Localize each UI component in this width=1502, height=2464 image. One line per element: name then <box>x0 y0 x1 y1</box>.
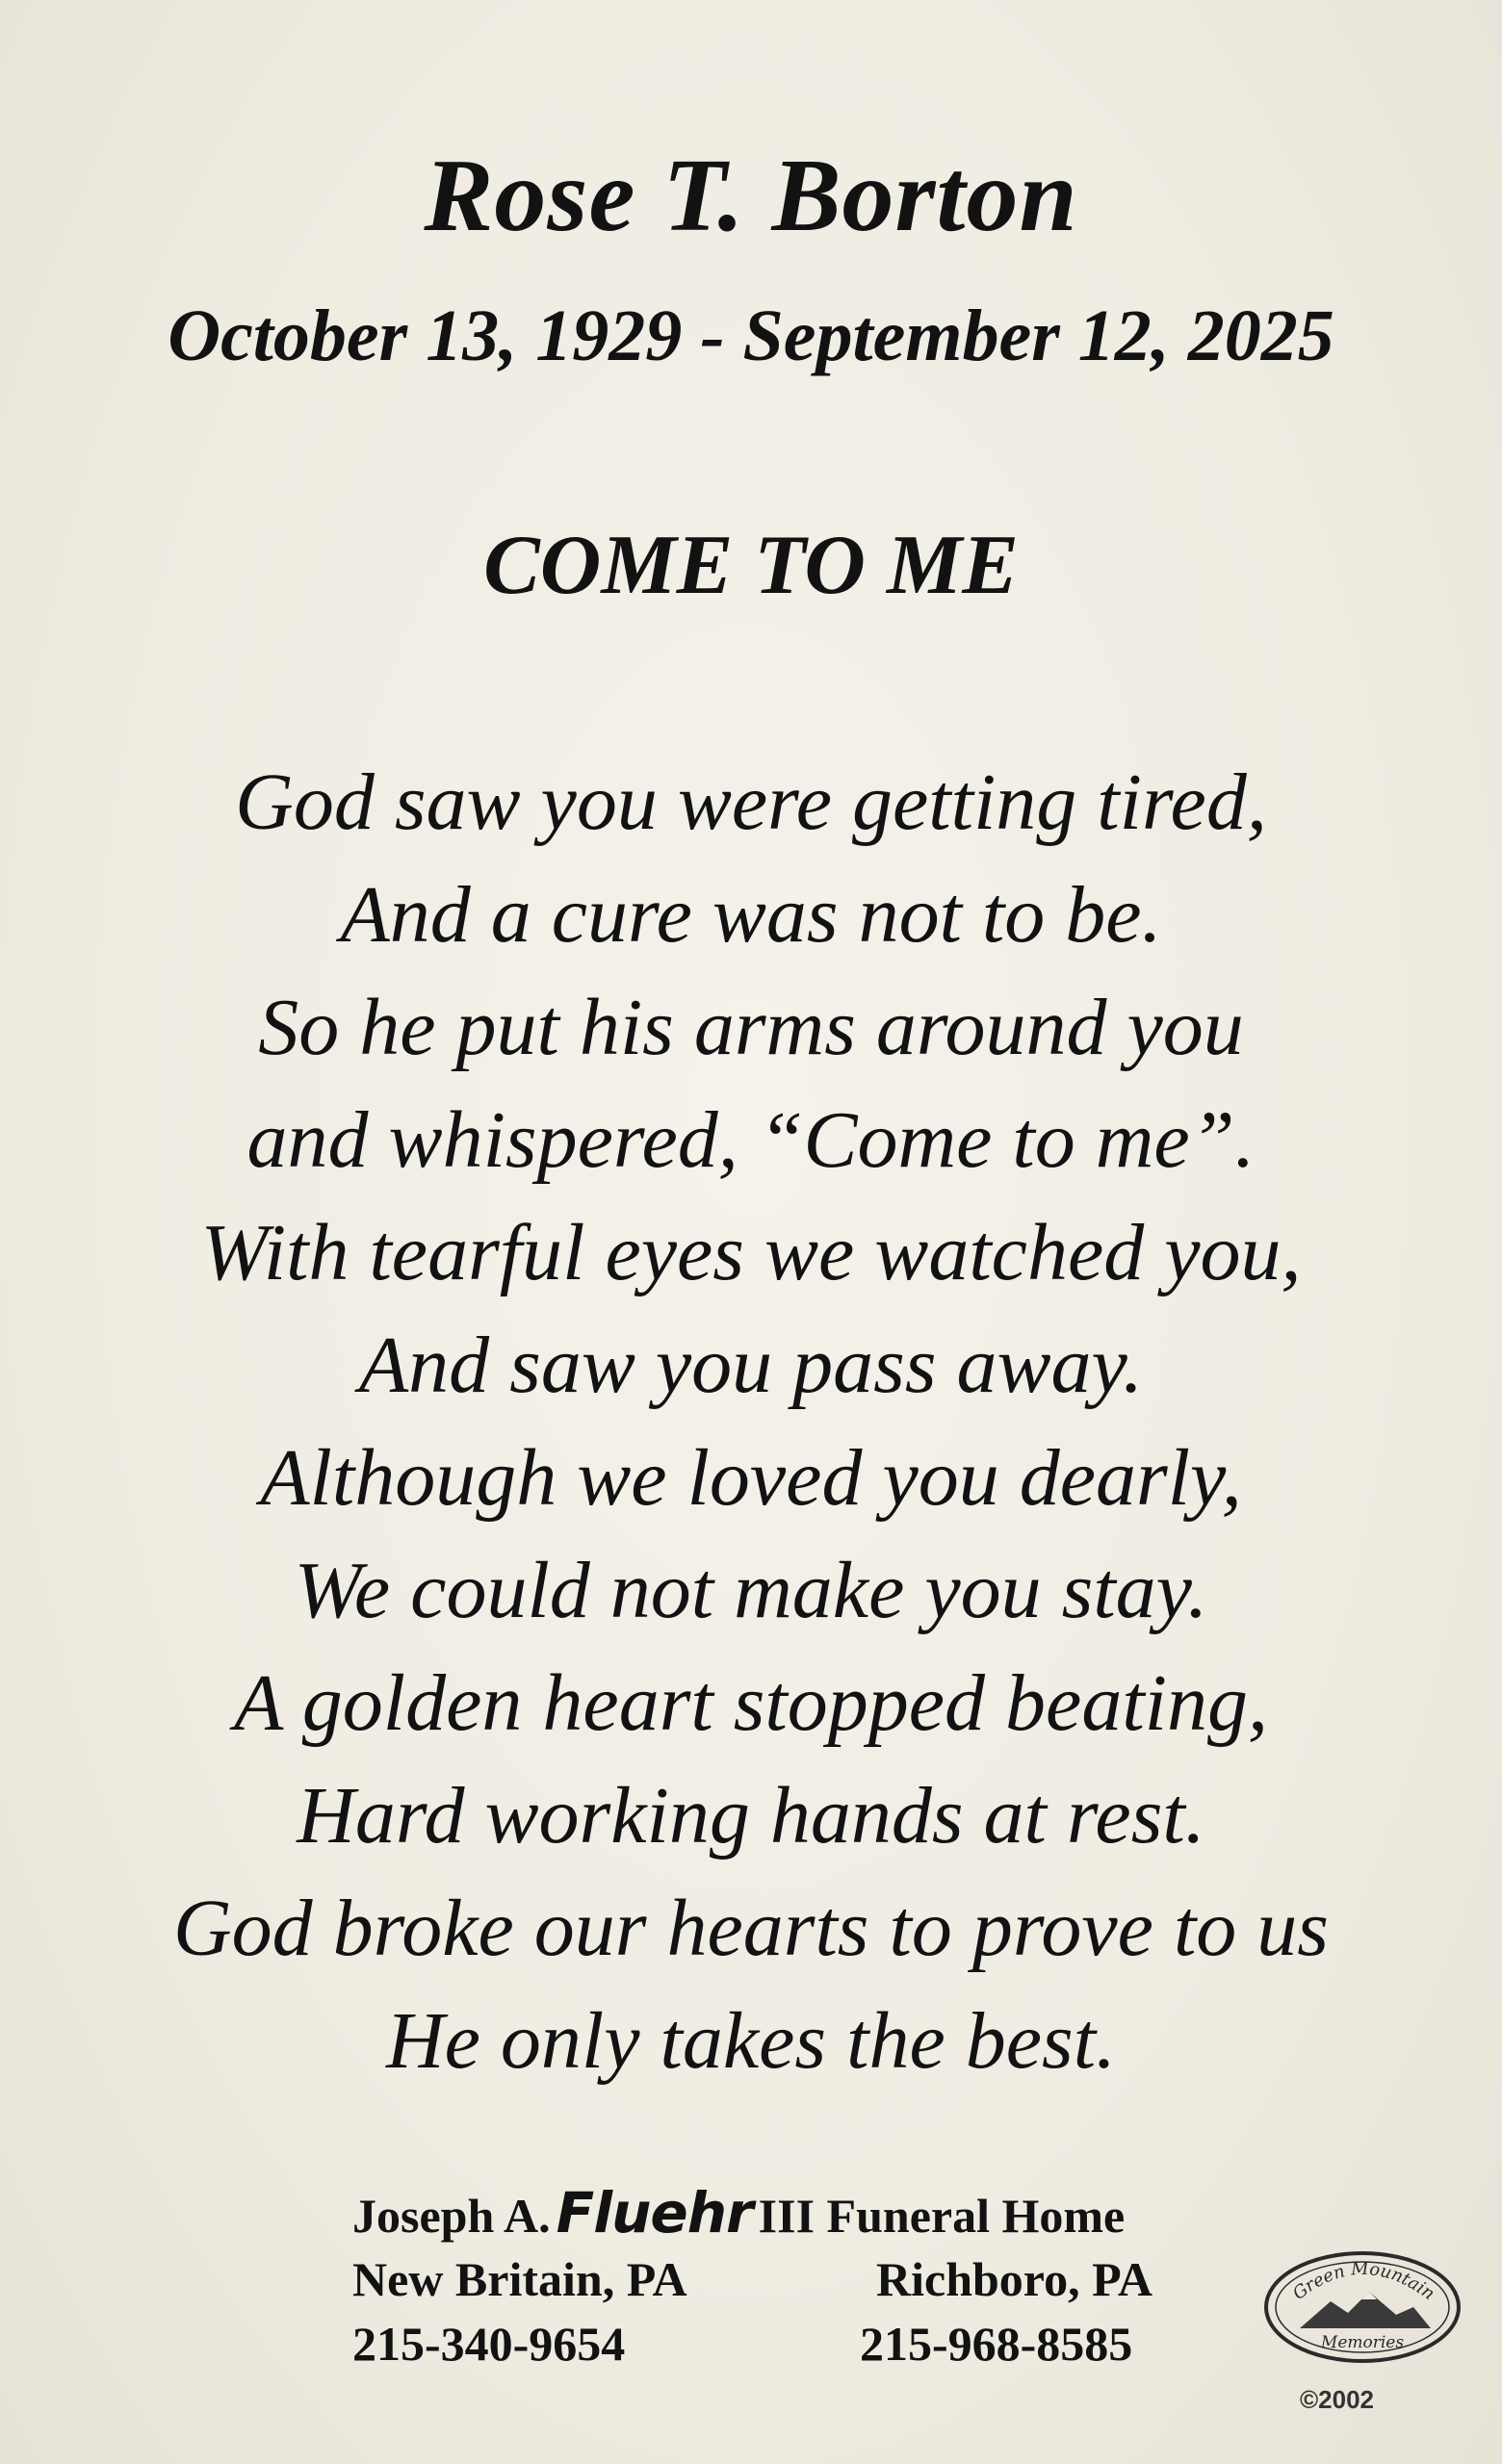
svg-text:Memories: Memories <box>1320 2333 1405 2352</box>
copyright-notice: ©2002 <box>1300 2385 1374 2414</box>
poem-line: A golden heart stopped beating, <box>234 1658 1268 1748</box>
poem-line: He only takes the best. <box>385 1996 1117 2086</box>
location-phone-richboro: 215-968-8585 <box>860 2317 1133 2371</box>
poem-line: God saw you were getting tired, <box>235 757 1267 847</box>
location-city-richboro: Richboro, PA <box>876 2252 1153 2306</box>
poem-line: And a cure was not to be. <box>340 870 1162 960</box>
poem-line: Hard working hands at rest. <box>297 1771 1205 1861</box>
deceased-name: Rose T. Borton <box>424 139 1078 253</box>
poem-line: and whispered, “Come to me”. <box>246 1095 1256 1185</box>
funeral-home-suffix: III Funeral Home <box>758 2189 1126 2243</box>
funeral-home-name <box>352 2180 1171 2247</box>
location-city-new-britain: New Britain, PA <box>352 2252 687 2306</box>
funeral-home-prefix: Joseph A. <box>352 2189 551 2243</box>
poem-line: We could not make you stay. <box>294 1546 1208 1635</box>
poem-line: Although we loved you dearly, <box>260 1433 1242 1523</box>
poem-title: COME TO ME <box>483 519 1019 612</box>
publisher-logo-icon <box>1261 2247 1463 2367</box>
life-dates: October 13, 1929 - September 12, 2025 <box>168 295 1334 376</box>
funeral-home-script-name: Fluehr <box>556 2180 753 2246</box>
poem-line: And saw you pass away. <box>358 1321 1144 1410</box>
svg-text:Green Mountain: Green Mountain <box>1288 2258 1438 2305</box>
poem-line: God broke our hearts to prove to us <box>173 1884 1329 1973</box>
poem-line: With tearful eyes we watched you, <box>200 1208 1302 1297</box>
location-phone-new-britain: 215-340-9654 <box>352 2317 626 2371</box>
poem <box>0 746 1502 2097</box>
poem-line: So he put his arms around you <box>258 983 1244 1072</box>
